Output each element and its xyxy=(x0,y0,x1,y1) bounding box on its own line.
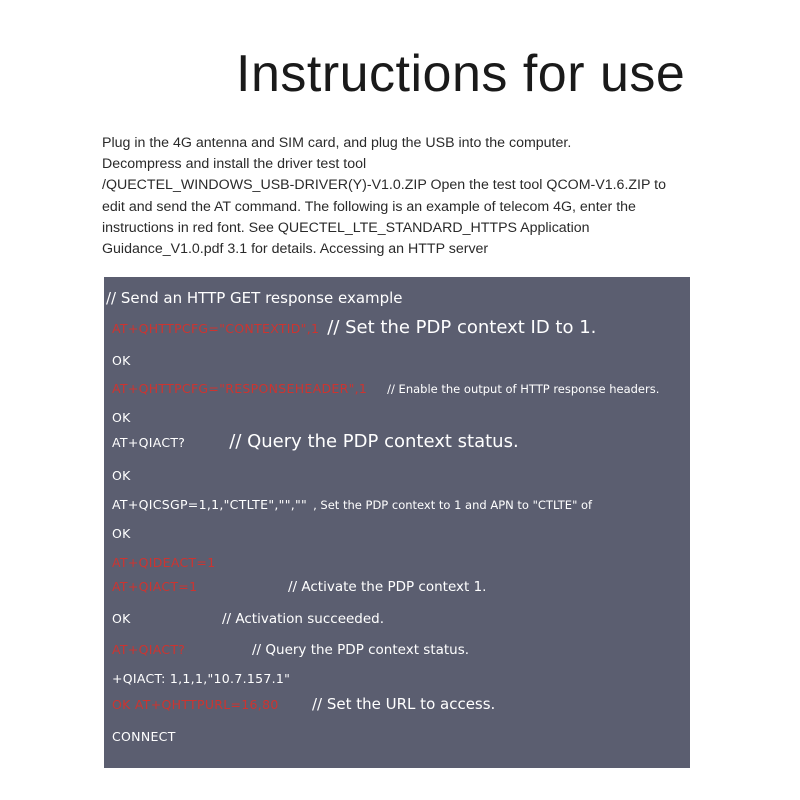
at-response: +QIACT: 1,1,1,"10.7.157.1" xyxy=(112,671,291,686)
at-command: AT+QIACT=1 xyxy=(112,579,198,594)
at-response: OK xyxy=(112,410,131,425)
command-comment: , Set the PDP context to 1 and APN to "CTLTE" of xyxy=(313,498,593,512)
intro-line: /QUECTEL_WINDOWS_USB-DRIVER(Y)-V1.0.ZIP Open the test tool QCOM-V1.6.ZIP to xyxy=(102,177,666,194)
intro-line: edit and send the AT command. The following is an example of telecom 4G, enter the xyxy=(102,198,636,215)
code-row xyxy=(112,497,592,512)
command-comment: // Set the URL to access. xyxy=(312,695,496,713)
at-response: CONNECT xyxy=(112,729,176,744)
code-example-panel xyxy=(104,277,690,768)
code-row xyxy=(112,431,519,452)
intro-line: Plug in the 4G antenna and SIM card, and plug the USB into the computer. xyxy=(102,135,572,151)
command-comment: // Activation succeeded. xyxy=(222,611,385,627)
at-command: AT+QIACT? xyxy=(112,435,186,450)
at-response: OK xyxy=(112,526,131,541)
code-row xyxy=(112,381,659,396)
intro-line: Guidance_V1.0.pdf 3.1 for details. Accessing an HTTP server xyxy=(102,241,489,258)
code-row xyxy=(112,642,469,658)
code-row xyxy=(112,317,596,338)
intro-line: instructions in red font. See QUECTEL_LTE_STANDARD_HTTPS Application xyxy=(102,219,590,236)
code-row xyxy=(112,526,131,541)
at-command: AT+QHTTPCFG="RESPONSEHEADER",1 xyxy=(112,381,368,396)
code-row xyxy=(112,353,131,368)
intro-text xyxy=(102,133,692,260)
code-row xyxy=(112,611,384,627)
code-heading: // Send an HTTP GET response example xyxy=(106,289,403,307)
page-title: Instructions for use xyxy=(236,45,686,103)
command-comment: // Enable the output of HTTP response headers. xyxy=(387,382,660,396)
code-row xyxy=(112,579,486,595)
at-response: OK xyxy=(112,353,131,368)
command-comment: // Query the PDP context status. xyxy=(229,431,519,452)
intro-line: Decompress and install the driver test tool xyxy=(102,156,367,173)
at-command: AT+QIACT? xyxy=(112,642,186,657)
command-comment: // Activate the PDP context 1. xyxy=(288,579,487,595)
at-command: OK AT+QHTTPURL=16,80 xyxy=(112,697,279,712)
at-command: AT+QICSGP=1,1,"CTLTE","","" xyxy=(112,497,308,512)
code-row xyxy=(112,555,215,570)
at-command: AT+QIDEACT=1 xyxy=(112,555,216,570)
code-row xyxy=(112,729,176,744)
code-row xyxy=(112,695,495,713)
at-response: OK xyxy=(112,468,131,483)
code-row xyxy=(112,468,131,483)
at-response: OK xyxy=(112,611,131,626)
code-row xyxy=(112,410,131,425)
command-comment: // Query the PDP context status. xyxy=(252,642,470,658)
command-comment: // Set the PDP context ID to 1. xyxy=(327,317,597,338)
code-row xyxy=(112,671,290,686)
at-command: AT+QHTTPCFG="CONTEXTID",1 xyxy=(112,321,320,336)
